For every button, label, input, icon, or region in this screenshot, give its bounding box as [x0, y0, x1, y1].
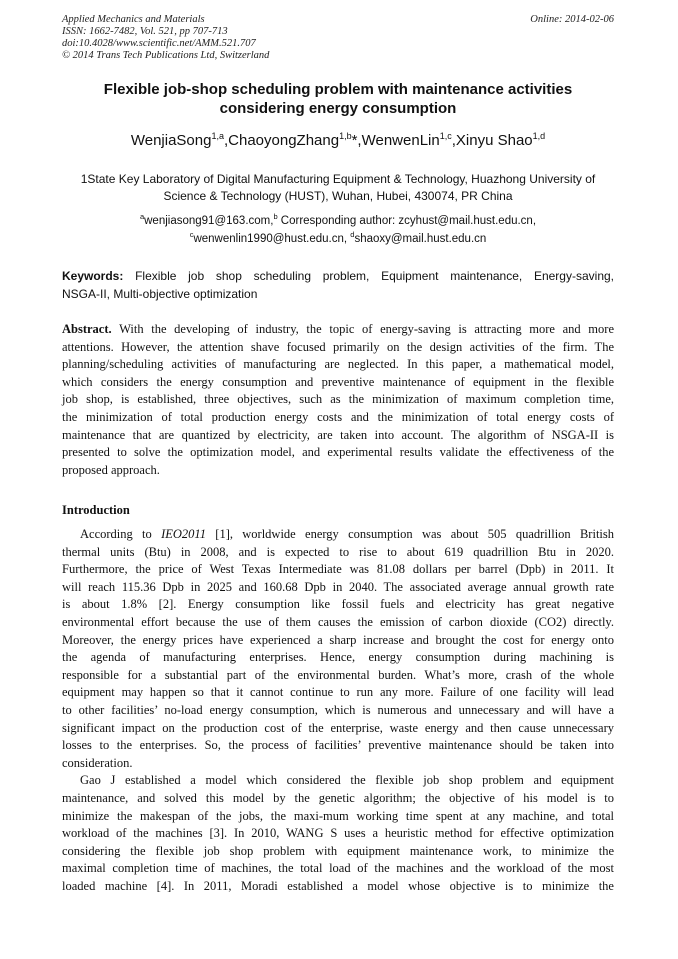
doi-line: doi:10.4028/www.scientific.net/AMM.521.707 [62, 38, 256, 49]
intro-line: equipment may happen so that it cannot continue to run any more. Failure of one facility will lead [62, 685, 614, 700]
abstract [62, 321, 614, 479]
author-name: Xinyu Shao [455, 132, 533, 149]
intro-line: loaded machine [4]. In 2011, Moradi established a model whose objective is to minimize the [62, 878, 614, 893]
abstract-line [62, 321, 614, 339]
paper-title [62, 80, 614, 118]
intro-line: Gao J established a model which considered the flexible job shop problem and equipment [80, 773, 614, 788]
journal-header [62, 14, 269, 62]
keywords-label: Keywords: [62, 269, 124, 283]
intro-line: considering the flexible job shop problem with equipment maintenance work, to minimize the [62, 843, 614, 858]
abstract-line: which considers the energy consumption and preventive maintenance of equipment in the flexible [62, 374, 614, 389]
introduction-body [62, 526, 614, 895]
email-a: wenjiasong91@163.com, [144, 215, 274, 227]
abstract-line: presented to solve the optimization model, and experimental results validate the effectiveness of the [62, 445, 614, 460]
intro-line: thermal units (Btu) in 2008, and is expected to rise to about 619 quadrillion Btu in 2020. [62, 544, 614, 559]
intro-line: environmental effort because the use of them causes the emission of carbon dioxide (CO2) directly. [62, 614, 614, 629]
author-sep: *, [351, 132, 362, 149]
title-line-2: considering energy consumption [219, 100, 457, 117]
author-affil-sup: 1,d [532, 131, 546, 141]
author-affil-sup: 1,b [339, 131, 352, 141]
author-affil-sup: 1,c [439, 131, 452, 141]
abstract-line: proposed approach. [62, 462, 160, 477]
author-name: WenwenLin [361, 132, 440, 149]
intro-text: [1], worldwide energy consumption was about 505 quadrillion British [205, 527, 615, 541]
email-c: wenwenlin1990@hust.edu.cn, [193, 233, 351, 245]
intro-line: maintenance, and solved this model by the genetic algorithm; the objective of his model is to [62, 790, 614, 805]
intro-line: losses to the enterprises. So, the process of facilities’ preventive maintenance should be taken into [62, 738, 614, 753]
email-b: Corresponding author: zcyhust@mail.hust.edu.cn, [277, 215, 537, 227]
intro-line: minimize the makespan of the jobs, the maxi-mum working time spent at any machine, and total [62, 808, 614, 823]
author-name: ChaoyongZhang [228, 132, 340, 149]
email-sup: b [273, 212, 278, 221]
intro-line: is about 1.8% [2]. Energy consumption like fossil fuels and electricity has great negative [62, 597, 614, 612]
abstract-text: With the developing of industry, the topic of energy-saving is attracting more and more [111, 322, 614, 336]
intro-line: will reach 115.36 Dpb in 2025 and 160.68 Dpb in 2040. The associated average annual growth rate [62, 579, 614, 594]
author-name: WenjiaSong [130, 132, 212, 149]
intro-line: Furthermore, the price of West Texas Intermediate was 81.08 dollars per barrel (Dpb) in 2011. It [62, 562, 614, 577]
author-emails [62, 212, 614, 248]
author-sep: , [451, 132, 456, 149]
abstract-line: planning/scheduling activities of manufacturing are neglected. In this paper, a mathematical model, [62, 357, 614, 372]
abstract-label: Abstract. [62, 322, 112, 336]
abstract-line: maintenance that are quantized by electricity, are taken into account. The algorithm of NSGA-II is [62, 427, 614, 442]
intro-line: consideration. [62, 755, 133, 770]
title-line-1: Flexible job-shop scheduling problem with maintenance activities [103, 81, 573, 98]
copyright-line: © 2014 Trans Tech Publications Ltd, Switzerland [62, 50, 270, 61]
section-heading-introduction: Introduction [62, 503, 130, 517]
email-sup: a [139, 212, 145, 221]
issn-line: ISSN: 1662-7482, Vol. 521, pp 707-713 [62, 26, 228, 37]
keywords [62, 267, 614, 303]
intro-line: maximal completion time of machines, the total load of the machines and the workload of the most [62, 861, 614, 876]
online-date: Online: 2014-02-06 [530, 14, 614, 25]
intro-line: significant impact on the production cost of the enterprise, waste energy and then cause unnecessary [62, 720, 614, 735]
intro-text: According to [80, 527, 162, 541]
abstract-line: the minimization of total production energy costs and the minimization of total energy costs of [62, 409, 614, 424]
abstract-line: job shop, is established, three objectives, such as the minimization of maximum completion time, [62, 392, 614, 407]
email-d: shaoxy@mail.hust.edu.cn [354, 233, 487, 245]
author-affil-sup: 1,a [211, 131, 224, 141]
email-sup: c [189, 230, 194, 239]
affiliation [62, 171, 614, 205]
email-sup: d [350, 230, 355, 239]
keywords-text: Flexible job shop scheduling problem, Equipment maintenance, Energy-saving, [123, 269, 614, 283]
author-list [62, 131, 614, 151]
intro-line: the agenda of manufacturing enterprises. Hence, energy consumption during machining is [62, 650, 614, 665]
intro-line [62, 526, 614, 544]
affiliation-line-1: 1State Key Laboratory of Digital Manufacturing Equipment & Technology, Huazhong University of [80, 172, 596, 186]
intro-line: workload of the machines [3]. In 2010, WANG S uses a heuristic method for effective optimization [62, 826, 614, 841]
intro-line: responsible for a substantial part of the environmental burden. What’s more, crash of the whole [62, 667, 614, 682]
abstract-line: attentions. However, the attention shave focused primarily on the design activities of the firm. The [62, 339, 614, 354]
intro-line: Moreover, the energy prices have experienced a sharp increase and brought the cost for energy onto [62, 632, 614, 647]
email-line-1 [62, 212, 614, 230]
author-sep: , [223, 132, 229, 149]
journal-name: Applied Mechanics and Materials [62, 14, 205, 25]
intro-line: to other facilities’ no-load energy consumption, which is numerous and unnecessary and will have a [62, 702, 614, 717]
email-line-2 [62, 230, 614, 248]
affiliation-line-2: Science & Technology (HUST), Wuhan, Hubei, 430074, PR China [163, 189, 513, 203]
keywords-line-1 [62, 267, 614, 285]
keywords-line-2: NSGA-II, Multi-objective optimization [62, 287, 258, 301]
intro-italic-ref: IEO2011 [161, 527, 206, 541]
